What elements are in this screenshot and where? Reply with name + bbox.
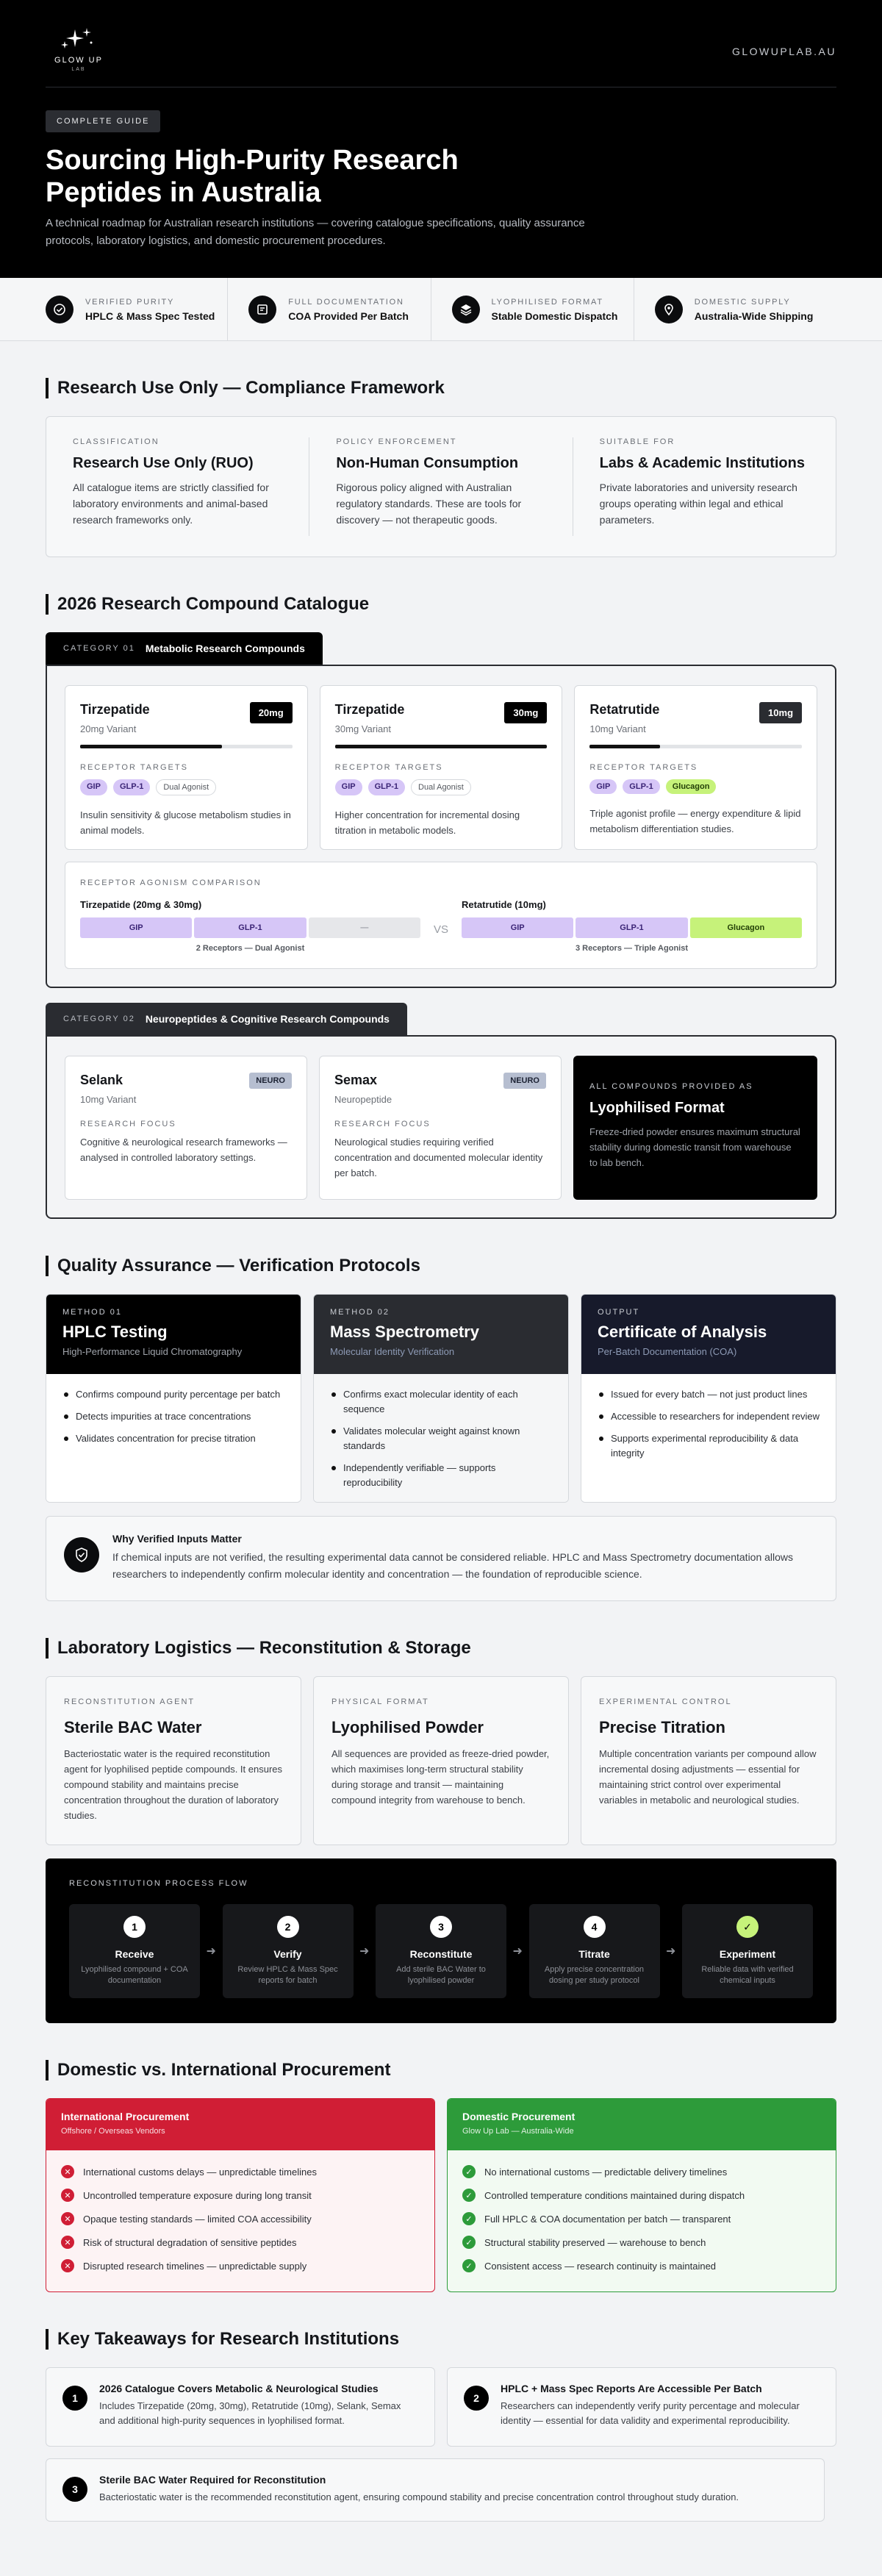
product-variant: 30mg Variant [334, 723, 392, 734]
catalogue-section [46, 594, 836, 1219]
qa-card-coa [581, 1294, 836, 1503]
qa-subtitle: Per-Batch Documentation (COA) [598, 1346, 737, 1357]
feature-value: Australia-Wide Shipping [694, 310, 814, 322]
logo-subtext: LAB [71, 67, 86, 72]
product-desc: Cognitive & neurological research frameworks — analysed in controlled laboratory settings. [80, 1137, 287, 1163]
x-icon: ✕ [61, 2189, 74, 2202]
receptor-tag: GIP [80, 779, 107, 795]
card-title: Lyophilised Powder [331, 1718, 484, 1736]
x-icon: ✕ [61, 2212, 74, 2225]
arrow-right-icon: ➜ [206, 1945, 216, 1958]
product-name: Tirzepatide [334, 702, 405, 717]
card-title: International Procurement [61, 2111, 190, 2122]
product-variant: 10mg Variant [80, 1094, 137, 1105]
logo-wordmark: GLOW UP [54, 56, 103, 65]
feature-value: Stable Domestic Dispatch [491, 310, 618, 322]
takeaways-section [46, 2329, 836, 2522]
focus-label: RESEARCH FOCUS [334, 1120, 431, 1128]
step-desc: Apply precise concentration dosing per study protocol [544, 1965, 645, 1985]
list-item: ✓ Consistent access — research continuity is maintained [462, 2259, 821, 2272]
list-item: Issued for every batch — not just product lines [598, 1387, 820, 1402]
x-icon: ✕ [61, 2165, 74, 2178]
concentration-bar [589, 745, 802, 748]
product-variant: 20mg Variant [80, 723, 137, 734]
list-item: Validates molecular weight against known standards [330, 1424, 552, 1453]
takeaway-number: 2 [464, 2386, 489, 2411]
list-item: ✓ Structural stability preserved — warehouse to bench [462, 2236, 821, 2249]
product-desc: Higher concentration for incremental dosing titration in metabolic models. [334, 809, 520, 836]
card-title: Precise Titration [599, 1718, 725, 1736]
compliance-section [46, 378, 836, 557]
card-title: Sterile BAC Water [64, 1718, 202, 1736]
x-icon: ✕ [61, 2259, 74, 2272]
qa-section [46, 1256, 836, 1601]
receptor-tag: GLP-1 [368, 779, 405, 795]
receptor-tag: Glucagon [666, 779, 717, 794]
check-icon: ✓ [462, 2212, 476, 2225]
list-item: Validates concentration for precise titration [62, 1431, 284, 1446]
column-title: Non-Human Consumption [336, 455, 519, 471]
receptor-segments [462, 917, 802, 938]
agonist-tag: Dual Agonist [156, 779, 216, 795]
callout-desc: If chemical inputs are not verified, the resulting experimental data cannot be considered reliable. HPLC and Mass Spectrometry documentation allows researchers to independently confirm molecular identity and concentration — the foundation of reproducible science. [112, 1551, 794, 1580]
product-card[interactable] [65, 1056, 307, 1200]
dose-badge: 30mg [504, 702, 547, 723]
product-desc: Neurological studies requiring verified concentration and documented molecular identity per batch. [334, 1137, 543, 1178]
product-variant: 10mg Variant [589, 723, 646, 734]
main-content [46, 378, 836, 2522]
takeaway-number: 3 [62, 2477, 87, 2502]
flow-step-titrate [529, 1904, 660, 1998]
neuro-badge: NEURO [249, 1073, 292, 1089]
qa-card-mass-spec [313, 1294, 569, 1503]
column-label: POLICY ENFORCEMENT [336, 437, 457, 446]
check-icon: ✓ [462, 2189, 476, 2202]
takeaway-card [46, 2367, 435, 2447]
category-code: CATEGORY 01 [63, 644, 135, 653]
takeaway-desc: Bacteriostatic water is the recommended reconstitution agent, ensuring compound stability and precise concentration control throughout study duration. [99, 2491, 739, 2502]
targets-label: RECEPTOR TARGETS [589, 763, 698, 772]
concentration-bar [335, 745, 548, 748]
step-title: Experiment [719, 1948, 776, 1960]
product-name: Retatrutide [589, 702, 660, 717]
page-subtitle: A technical roadmap for Australian research institutions — covering catalogue specifications, quality assurance protocols, laboratory logistics, and domestic procurement procedures. [46, 217, 585, 247]
takeaway-card [447, 2367, 836, 2447]
feature-lyophilised [431, 278, 634, 341]
category-tab-metabolic[interactable] [46, 632, 323, 665]
flow-label: RECONSTITUTION PROCESS FLOW [69, 1879, 248, 1888]
segment-glp1: GLP-1 [576, 917, 687, 938]
list-item: ✓ Full HPLC & COA documentation per batch — transparent [462, 2212, 821, 2225]
step-desc: Reliable data with verified chemical inputs [701, 1965, 794, 1985]
x-icon: ✕ [61, 2236, 74, 2249]
flow-step-receive [69, 1904, 200, 1998]
product-name: Tirzepatide [80, 702, 150, 717]
comparison-title: Tirzepatide (20mg & 30mg) [80, 899, 202, 910]
card-label: PHYSICAL FORMAT [331, 1697, 429, 1706]
callout-title: Why Verified Inputs Matter [112, 1533, 242, 1545]
step-number: 1 [123, 1916, 146, 1938]
domestic-procurement-card [447, 2098, 836, 2292]
product-name: Semax [334, 1073, 378, 1087]
column-label: CLASSIFICATION [73, 437, 159, 446]
column-title: Labs & Academic Institutions [599, 455, 805, 471]
qa-label: METHOD 02 [330, 1308, 390, 1317]
product-variant: Neuropeptide [334, 1094, 392, 1105]
logistics-card [581, 1676, 836, 1845]
list-item: ✕ Opaque testing standards — limited COA accessibility [61, 2212, 420, 2225]
card-desc: All sequences are provided as freeze-dried powder, which maximises long-term structural stability during storage and transit — maintaining compound integrity from warehouse to bench. [331, 1748, 550, 1806]
list-item: ✕ Disrupted research timelines — unpredictable supply [61, 2259, 420, 2272]
category-code: CATEGORY 02 [63, 1015, 135, 1023]
list-item: ✓ Controlled temperature conditions maintained during dispatch [462, 2189, 821, 2202]
qa-label: METHOD 01 [62, 1308, 122, 1317]
qa-label: OUTPUT [598, 1308, 640, 1317]
logistics-section [46, 1638, 836, 2023]
receptor-segments [80, 917, 420, 938]
step-number: 2 [277, 1916, 299, 1938]
callout-desc: Freeze-dried powder ensures maximum structural stability during domestic transit from warehouse to lab bench. [589, 1126, 800, 1168]
comparison-title: Retatrutide (10mg) [462, 899, 546, 910]
takeaway-desc: Researchers can independently verify purity percentage and molecular identity — essential for data validity and experimental reproducibility. [501, 2400, 800, 2426]
qa-title: Certificate of Analysis [598, 1323, 767, 1341]
logistics-card [313, 1676, 569, 1845]
section-heading: Quality Assurance — Verification Protocols [46, 1256, 836, 1276]
section-heading: Research Use Only — Compliance Framework [46, 378, 836, 398]
product-desc: Triple agonist profile — energy expenditure & lipid metabolism differentiation studies. [589, 808, 801, 834]
compliance-column [573, 437, 836, 536]
section-heading: 2026 Research Compound Catalogue [46, 594, 836, 615]
product-desc: Insulin sensitivity & glucose metabolism studies in animal models. [80, 809, 291, 836]
dose-badge: 20mg [250, 702, 293, 723]
hero-header [0, 0, 882, 278]
takeaway-card [46, 2458, 825, 2522]
qa-title: HPLC Testing [62, 1323, 168, 1341]
category-name: Metabolic Research Compounds [145, 643, 305, 654]
segment-glp1: GLP-1 [194, 917, 306, 938]
list-item: Confirms exact molecular identity of each sequence [330, 1387, 552, 1417]
targets-label: RECEPTOR TARGETS [80, 763, 188, 772]
product-name: Selank [80, 1073, 123, 1087]
card-subtitle: Glow Up Lab — Australia-Wide [462, 2127, 574, 2136]
takeaway-number: 1 [62, 2386, 87, 2411]
agonism-comparison [65, 862, 817, 969]
neuro-badge: NEURO [503, 1073, 546, 1089]
card-desc: Bacteriostatic water is the required reconstitution agent for lyophilised peptide compounds. It ensures compound stability and maintains precise concentration throughout the duration of laboratory studies. [64, 1748, 283, 1821]
section-heading: Domestic vs. International Procurement [46, 2060, 836, 2081]
segment-gip: GIP [80, 917, 192, 938]
takeaway-title: HPLC + Mass Spec Reports Are Accessible Per Batch [501, 2383, 762, 2394]
segment-gip: GIP [462, 917, 573, 938]
takeaway-title: 2026 Catalogue Covers Metabolic & Neurological Studies [99, 2383, 379, 2394]
focus-label: RESEARCH FOCUS [80, 1120, 176, 1128]
qa-subtitle: Molecular Identity Verification [330, 1346, 455, 1357]
document-icon [248, 296, 276, 323]
compliance-column [46, 437, 309, 536]
compliance-column [309, 437, 573, 536]
concentration-bar [80, 745, 293, 748]
column-label: SUITABLE FOR [599, 437, 675, 446]
feature-label: VERIFIED PURITY [85, 297, 175, 307]
comparison-caption: 2 Receptors — Dual Agonist [196, 944, 305, 953]
concentration-fill [80, 745, 222, 748]
logistics-card [46, 1676, 301, 1845]
list-item: Accessible to researchers for independent review [598, 1409, 820, 1424]
flow-step-verify [223, 1904, 354, 1998]
takeaway-title: Sterile BAC Water Required for Reconstitution [99, 2474, 326, 2486]
step-desc: Add sterile BAC Water to lyophilised powder [396, 1965, 486, 1985]
column-desc: Rigorous policy aligned with Australian regulatory standards. These are tools for discovery — not therapeutic goods. [336, 482, 522, 526]
takeaway-desc: Includes Tirzepatide (20mg, 30mg), Retatrutide (10mg), Selank, Semax and additional high-purity sequences in lyophilised format. [99, 2400, 401, 2426]
metabolic-category-panel [46, 665, 836, 988]
check-icon: ✓ [462, 2259, 476, 2272]
arrow-right-icon: ➜ [512, 1945, 523, 1958]
column-desc: Private laboratories and university research groups operating within legal and ethical parameters. [599, 482, 797, 526]
callout-title: Lyophilised Format [589, 1100, 725, 1116]
product-card[interactable] [65, 685, 308, 850]
card-label: EXPERIMENTAL CONTROL [599, 1697, 732, 1706]
step-number: 4 [584, 1916, 606, 1938]
neuro-category-panel [46, 1035, 836, 1219]
step-desc: Review HPLC & Mass Spec reports for batch [237, 1965, 338, 1985]
list-item: ✕ International customs delays — unpredictable timelines [61, 2165, 420, 2178]
section-heading: Laboratory Logistics — Reconstitution & Storage [46, 1638, 836, 1659]
card-title: Domestic Procurement [462, 2111, 576, 2122]
lyophilised-callout [573, 1056, 817, 1200]
concentration-fill [335, 745, 548, 748]
list-item: Supports experimental reproducibility & data integrity [598, 1431, 820, 1461]
step-desc: Lyophilised compound + COA documentation [81, 1965, 188, 1985]
location-pin-icon [655, 296, 683, 323]
segment-glucagon: Glucagon [690, 917, 802, 938]
segment-empty: — [309, 917, 420, 938]
agonist-tag: Dual Agonist [411, 779, 471, 795]
feature-label: LYOPHILISED FORMAT [491, 297, 603, 307]
product-card[interactable] [574, 685, 817, 850]
guide-badge: COMPLETE GUIDE [46, 110, 160, 132]
check-icon: ✓ [462, 2165, 476, 2178]
flow-step-experiment [682, 1904, 813, 1998]
process-flow [46, 1858, 836, 2023]
vs-divider: VS [433, 923, 448, 936]
brand-logo[interactable] [46, 26, 112, 76]
callout-label: ALL COMPOUNDS PROVIDED AS [589, 1082, 753, 1091]
qa-subtitle: High-Performance Liquid Chromatography [62, 1346, 243, 1357]
feature-documentation [228, 278, 431, 341]
list-item: ✕ Uncontrolled temperature exposure during long transit [61, 2189, 420, 2202]
checkmark-icon: ✓ [736, 1916, 759, 1938]
step-title: Receive [115, 1948, 154, 1960]
qa-card-hplc [46, 1294, 301, 1503]
list-item: Confirms compound purity percentage per batch [62, 1387, 284, 1402]
feature-strip [0, 278, 882, 341]
why-verified-callout [46, 1516, 836, 1601]
category-tab-neuro[interactable] [46, 1003, 407, 1035]
list-item: Independently verifiable — supports reproducibility [330, 1461, 552, 1490]
arrow-right-icon: ➜ [666, 1945, 676, 1958]
feature-verified-purity [46, 278, 228, 341]
card-desc: Multiple concentration variants per compound allow incremental dosing adjustments — essential for maintaining strict control over experimental variables in metabolic and neurological studies. [599, 1748, 817, 1806]
column-desc: All catalogue items are strictly classified for laboratory environments and animal-based research frameworks only. [73, 482, 269, 526]
page-title: Sourcing High-Purity Research Peptides in Australia [46, 145, 459, 208]
comparison-label: RECEPTOR AGONISM COMPARISON [80, 879, 262, 887]
sparkle-icon [54, 26, 103, 53]
step-title: Verify [273, 1948, 302, 1960]
comparison-caption: 3 Receptors — Triple Agonist [575, 944, 688, 953]
feature-label: FULL DOCUMENTATION [288, 297, 404, 307]
product-card[interactable] [320, 685, 563, 850]
shield-check-icon [64, 1537, 99, 1573]
procurement-section [46, 2060, 836, 2292]
targets-label: RECEPTOR TARGETS [334, 763, 443, 772]
qa-title: Mass Spectrometry [330, 1323, 479, 1341]
list-item: ✓ No international customs — predictable delivery timelines [462, 2165, 821, 2178]
feature-value: COA Provided Per Batch [288, 310, 409, 322]
step-number: 3 [430, 1916, 452, 1938]
feature-domestic-supply [634, 278, 836, 341]
site-link[interactable]: GLOWUPLAB.AU [731, 46, 836, 57]
column-title: Research Use Only (RUO) [73, 455, 254, 471]
list-item: ✕ Risk of structural degradation of sensitive peptides [61, 2236, 420, 2249]
card-label: RECONSTITUTION AGENT [64, 1697, 196, 1706]
list-item: Detects impurities at trace concentrations [62, 1409, 284, 1424]
feature-label: DOMESTIC SUPPLY [694, 297, 791, 307]
check-circle-icon [46, 296, 74, 323]
receptor-tag: GIP [589, 779, 617, 794]
arrow-right-icon: ➜ [359, 1945, 370, 1958]
receptor-tag: GIP [335, 779, 362, 795]
category-name: Neuropeptides & Cognitive Research Compounds [145, 1013, 390, 1025]
step-title: Reconstitute [409, 1948, 473, 1960]
flow-step-reconstitute [376, 1904, 506, 1998]
layers-icon [452, 296, 480, 323]
dose-badge: 10mg [759, 702, 802, 723]
card-subtitle: Offshore / Overseas Vendors [61, 2127, 165, 2136]
section-heading: Key Takeaways for Research Institutions [46, 2329, 836, 2350]
check-icon: ✓ [462, 2236, 476, 2249]
product-card[interactable] [319, 1056, 562, 1200]
international-procurement-card [46, 2098, 435, 2292]
feature-value: HPLC & Mass Spec Tested [85, 310, 215, 322]
receptor-tag: GLP-1 [623, 779, 659, 794]
step-title: Titrate [578, 1948, 610, 1960]
receptor-tag: GLP-1 [113, 779, 150, 795]
compliance-panel [46, 416, 836, 557]
concentration-fill [589, 745, 659, 748]
